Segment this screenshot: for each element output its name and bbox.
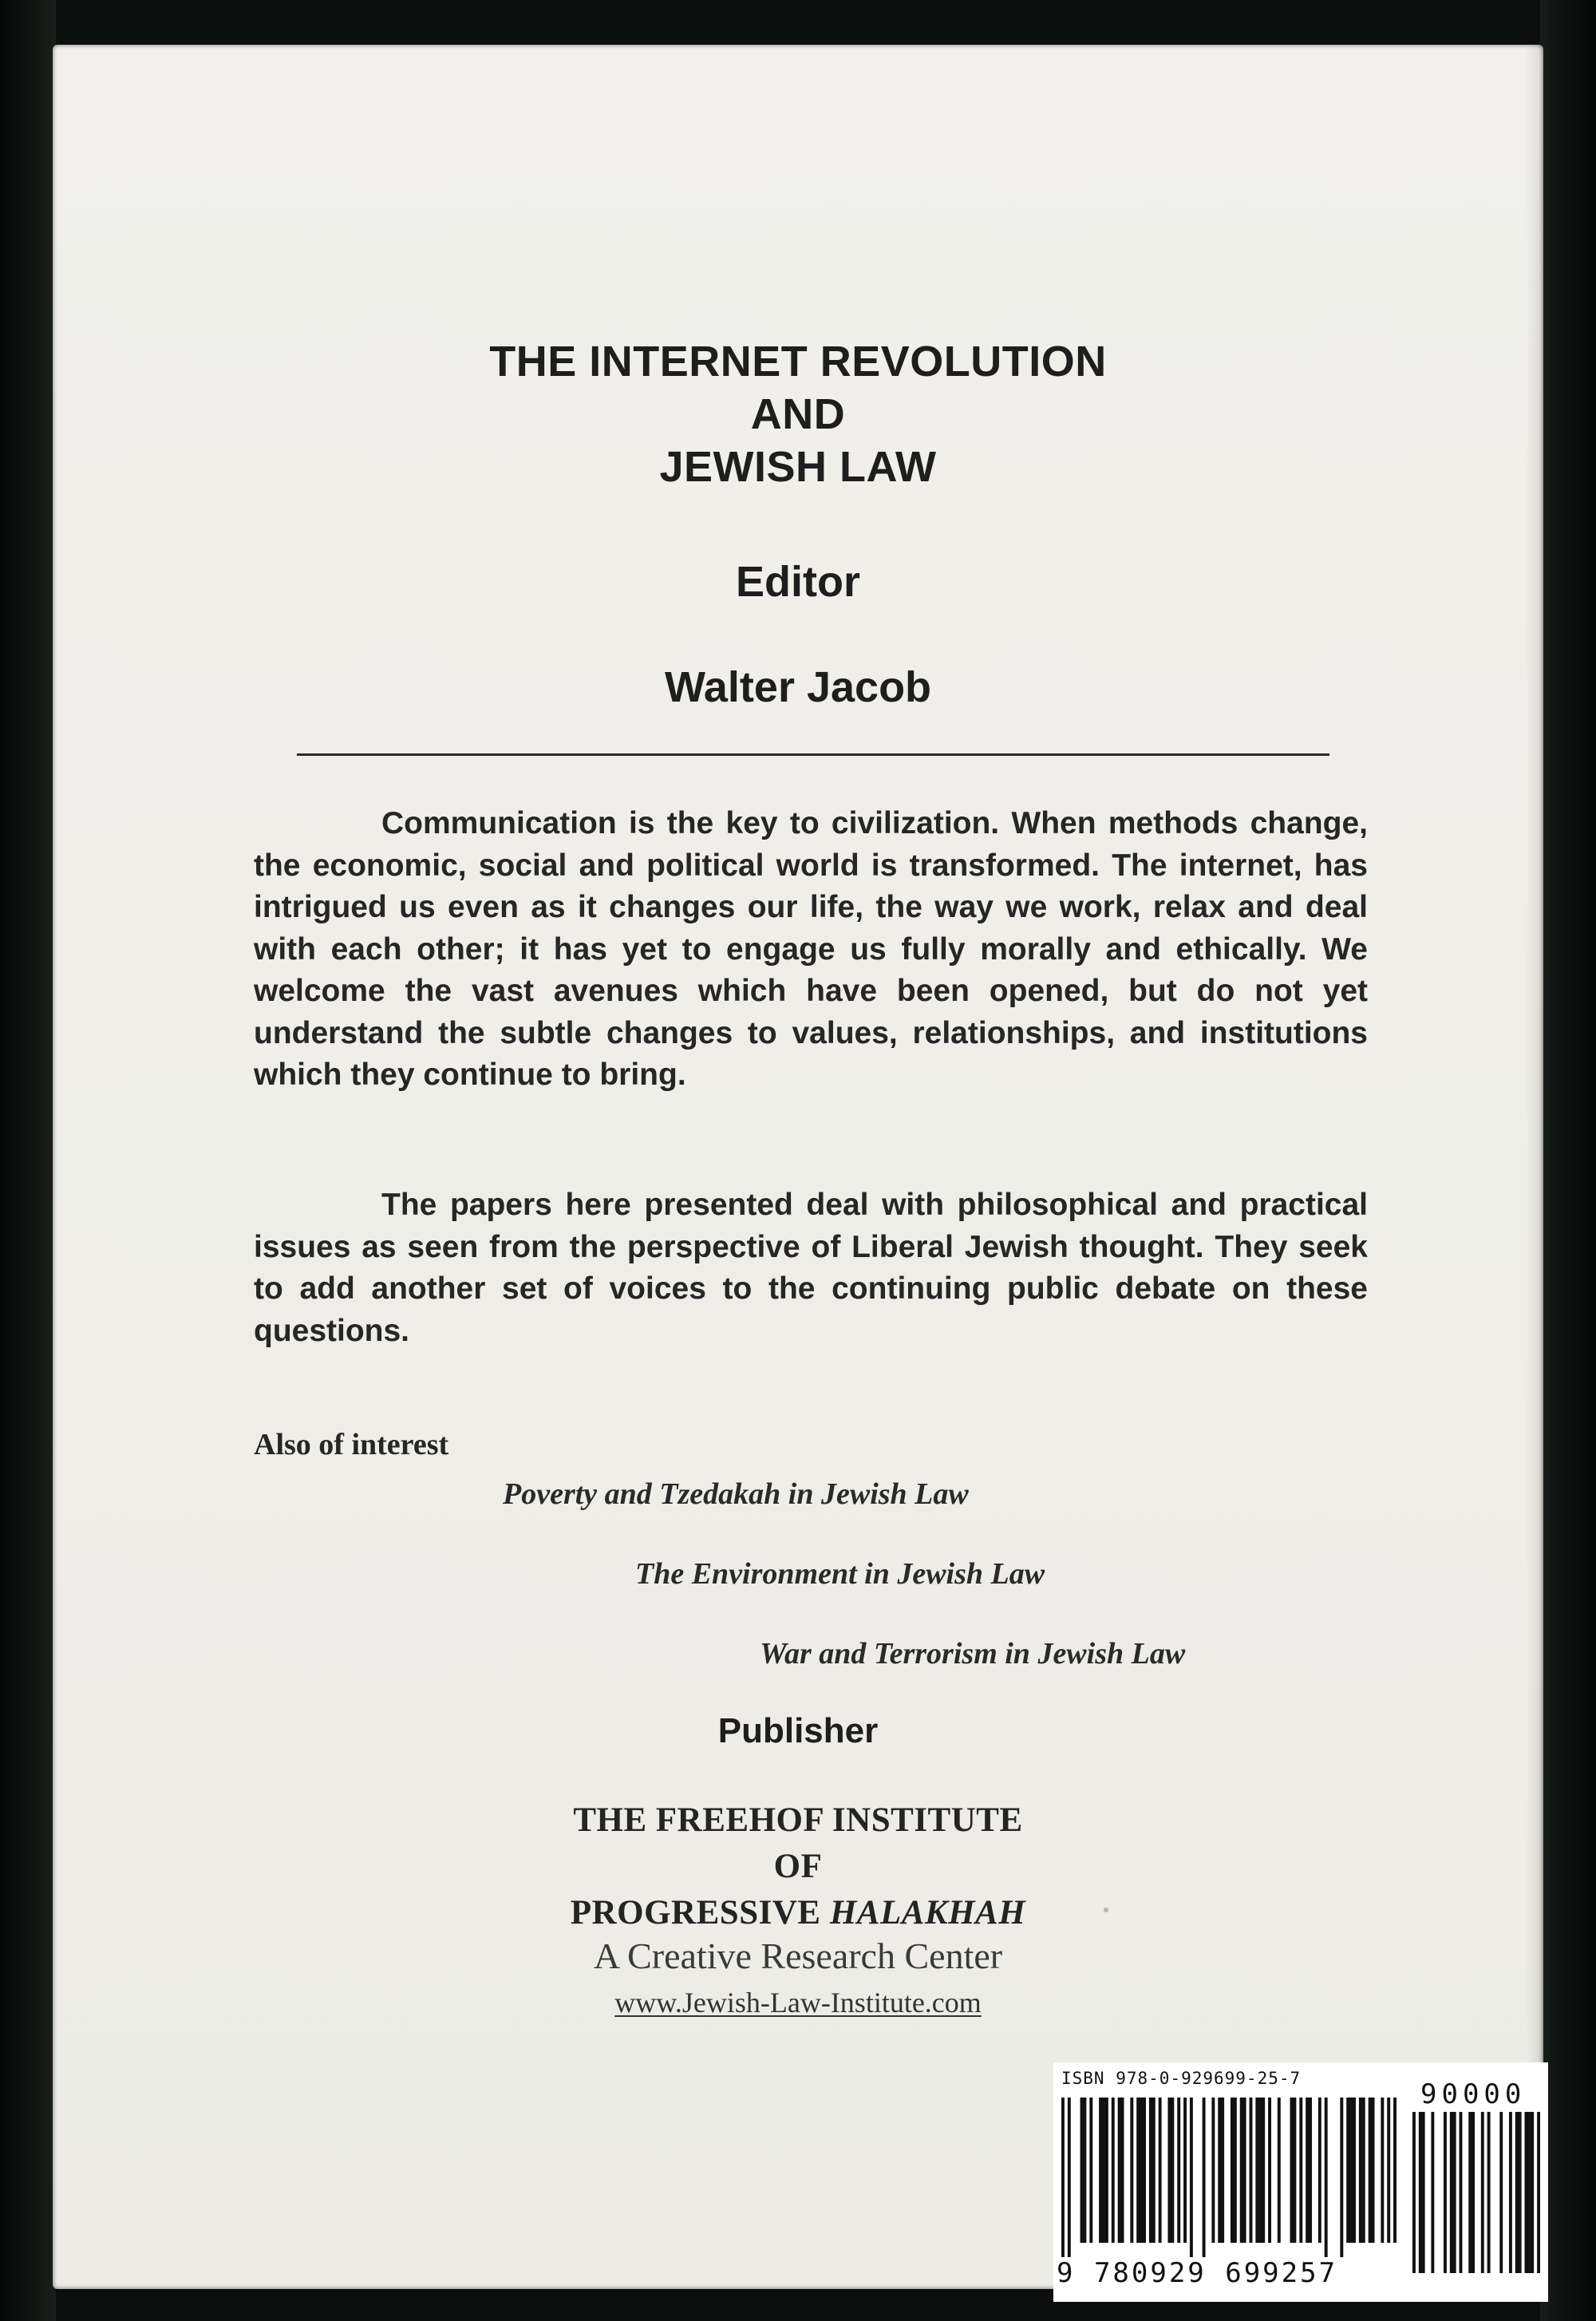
barcode-bar	[1255, 2098, 1265, 2243]
publisher-name-line-2: OF	[773, 1848, 823, 1885]
barcode-bar	[1183, 2098, 1187, 2243]
description-paragraph-2	[254, 1184, 1368, 1352]
isbn-barcode	[1053, 2062, 1548, 2302]
editor-name: Walter Jacob	[664, 663, 932, 711]
barcode-bar	[1509, 2112, 1512, 2273]
publisher-name-italic: HALAKHAH	[829, 1894, 1026, 1932]
barcode-bar	[1481, 2112, 1484, 2273]
barcode-bar	[1118, 2098, 1124, 2243]
barcode-bar	[1325, 2098, 1328, 2257]
barcode-bar	[1381, 2098, 1384, 2243]
barcode-bar	[1167, 2098, 1174, 2243]
barcode-bar	[1515, 2112, 1522, 2273]
barcode-bar	[1218, 2098, 1224, 2243]
related-title-1: Poverty and Tzedakah in Jewish Law	[503, 1477, 969, 1511]
barcode-bar	[1393, 2098, 1396, 2243]
book-title-line-2: AND	[750, 390, 846, 438]
title-divider-rule	[297, 753, 1329, 756]
publisher-label: Publisher	[717, 1711, 879, 1750]
barcode-bar	[1524, 2112, 1534, 2273]
barcode-digits: 9 780929 699257	[1057, 2257, 1338, 2289]
barcode-bar	[1190, 2098, 1193, 2257]
barcode-bar	[1203, 2098, 1206, 2257]
barcode-bar	[1346, 2098, 1356, 2243]
barcode-bar	[1080, 2098, 1087, 2243]
description-paragraph-1	[254, 803, 1368, 1097]
ean13-bars	[1061, 2098, 1396, 2257]
publisher-name-line-1: THE FREEHOF INSTITUTE	[573, 1801, 1023, 1839]
barcode-bar	[1460, 2112, 1463, 2273]
barcode-bar	[1278, 2098, 1281, 2243]
related-title-3: War and Terrorism in Jewish Law	[760, 1637, 1186, 1671]
background-right-edge	[1540, 0, 1596, 2321]
barcode-bar	[1499, 2112, 1503, 2273]
barcode-bar	[1419, 2112, 1425, 2273]
barcode-bar	[1359, 2098, 1365, 2243]
barcode-bar	[1099, 2098, 1108, 2243]
description-text: Communication is the key to civilization. When methods change, the economic, social and political world is transformed. The internet, has intrigued us even as it changes our life, the way we work, relax and deal with each other; it has yet to engage us fully morally and ethically. We welcome the vast avenues which have been opened, but do not yet understand the subtle changes to values, relationships, and institutions which they continue to bring.	[254, 806, 1368, 1092]
barcode-bar	[1211, 2098, 1215, 2243]
cover-speck	[1104, 1908, 1108, 1912]
barcode-bar	[1290, 2098, 1297, 2243]
barcode-bar	[1130, 2098, 1133, 2243]
barcode-bar	[1061, 2098, 1065, 2257]
barcode-bar	[1250, 2098, 1253, 2243]
barcode-bar	[1306, 2098, 1312, 2243]
publisher-tagline: A Creative Research Center	[593, 1935, 1003, 1976]
barcode-bar	[1149, 2098, 1156, 2243]
background-left-edge	[0, 0, 56, 2321]
publisher-name-line-3	[53, 1893, 1543, 1932]
barcode-bar	[1537, 2112, 1540, 2273]
ean5-addon-bars	[1412, 2112, 1540, 2287]
barcode-bar	[1487, 2112, 1491, 2273]
barcode-bar	[1299, 2098, 1302, 2243]
also-of-interest-label: Also of interest	[254, 1428, 449, 1461]
isbn-label: ISBN 978-0-929699-25-7	[1061, 2069, 1302, 2088]
price-code: 90000	[1420, 2078, 1527, 2110]
barcode-bar	[1444, 2112, 1447, 2273]
publisher-website: www.Jewish-Law-Institute.com	[614, 1987, 982, 2019]
barcode-bar	[1369, 2098, 1375, 2243]
book-back-cover	[53, 45, 1543, 2289]
barcode-bar	[1159, 2098, 1162, 2243]
barcode-bar	[1268, 2098, 1271, 2243]
barcode-bar	[1231, 2098, 1237, 2243]
barcode-bar	[1340, 2098, 1343, 2257]
barcode-bar	[1450, 2112, 1456, 2273]
book-title-line-3: JEWISH LAW	[659, 443, 937, 491]
barcode-bar	[1177, 2098, 1180, 2243]
editor-label: Editor	[736, 558, 860, 606]
barcode-bar	[1136, 2098, 1146, 2243]
barcode-bar	[1240, 2098, 1246, 2243]
barcode-bar	[1089, 2098, 1092, 2243]
barcode-bar	[1468, 2112, 1475, 2273]
barcode-bar	[1068, 2098, 1071, 2257]
barcode-bar	[1112, 2098, 1115, 2243]
barcode-bar	[1318, 2098, 1321, 2243]
book-title-line-1: THE INTERNET REVOLUTION	[489, 338, 1107, 386]
description-text: The papers here presented deal with philosophical and practical issues as seen from the perspective of Liberal Jewish thought. They seek to add another set of voices to the continuing public debate on these questions.	[254, 1188, 1368, 1348]
related-title-2: The Environment in Jewish Law	[635, 1557, 1045, 1591]
barcode-bar	[1412, 2112, 1416, 2273]
barcode-bar	[1387, 2098, 1390, 2243]
barcode-bar	[1431, 2112, 1434, 2273]
publisher-name-prefix: PROGRESSIVE	[570, 1894, 830, 1932]
